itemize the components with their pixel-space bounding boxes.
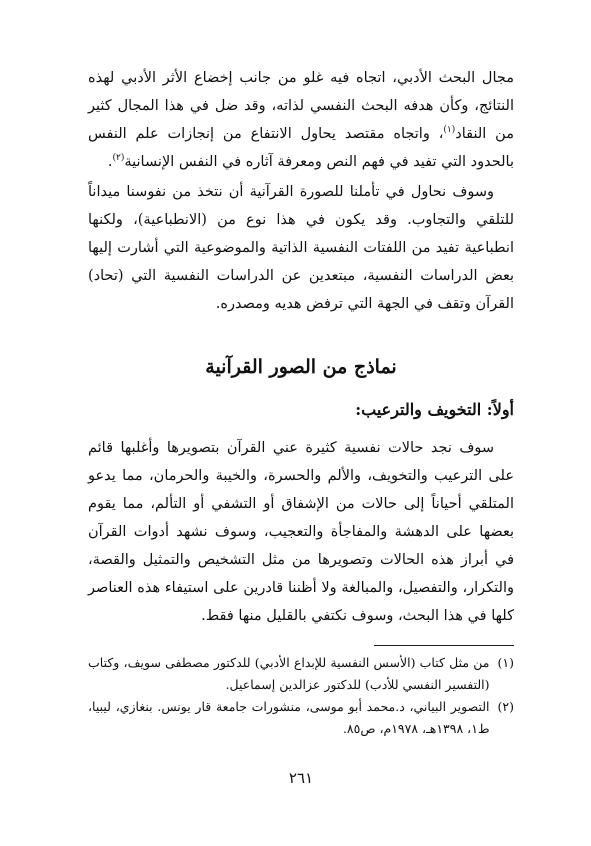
page-number: ٢٦١ xyxy=(288,769,314,787)
paragraph-1-end: . xyxy=(107,154,113,170)
footnote-ref-2[interactable]: (٢) xyxy=(112,153,125,164)
paragraph-3-text: سوف نجد حالات نفسية كثيرة عني القرآن بتصويرها وأغلبها قائم على الترعيب والتخويف، والألم والحسرة، والخيبة والحرمان، مما يدعو المتلقي أحياناً إلى حالات من الإشفاق أو التشفي أو التألم، مما يقوم بعضها على الدهشة والمفاجأة والتعجيب، وسوف نشهد أدوات القرآن في أبراز هذه الحالات وتصويرها من مثل التشخيص والتمثيل والقصة، والتكرار، والتفصيل، والمبالغة ولا أظننا قادرين على استيفاء هذه العناصر كلها في هذا البحث، وسوف نكتفي بالقليل منها فقط. xyxy=(88,440,514,624)
paragraph-1 xyxy=(88,64,514,176)
footnotes xyxy=(88,652,514,740)
footnote-2-number: (٢) xyxy=(497,699,514,714)
footnote-1 xyxy=(88,652,514,696)
footnote-2 xyxy=(88,696,514,740)
paragraph-1-text: مجال البحث الأدبي، اتجاه فيه غلو من جانب إخضاع الأثر الأدبي لهذه النتائج، وكأن هدفه البحث النفسي لذاته، وقد ضل في هذا المجال كثير من النقاد xyxy=(88,70,514,142)
subsection-heading: أولاً: التخويف والترعيب: xyxy=(355,400,514,419)
footnote-1-text: من مثل كتاب (الأسس النفسية للإبداع الأدبي) للدكتور مصطفى سويف، وكتاب (التفسير النفسي للأدب) للدكتور عزالدين إسماعيل. xyxy=(88,655,490,692)
footnote-ref-1[interactable]: (١) xyxy=(443,125,456,136)
paragraph-2-text: وسوف نحاول في تأملنا للصورة القرآنية أن نتخذ من نفوسنا ميداناً للتلقي والتجاوب. وقد يكون في هذا نوع من (الانطباعية)، ولكنها انطباعية تفيد من اللفتات النفسية الذاتية والموضوعية التي أشارت إليها بعض الدراسات النفسية، مبتعدين عن الدراسات النفسية التي (تحاد) القرآن وتقف في الجهة التي ترفض هديه ومصدره. xyxy=(88,184,514,312)
paragraph-2 xyxy=(88,178,514,318)
paragraph-1-text-continued: ، واتجاه مقتصد يحاول الانتفاع من إنجازات علم النفس بالحدود التي تفيد في فهم النص ومعرفة آثاره في النفس الإنسانية xyxy=(88,126,514,170)
section-heading: نماذج من الصور القرآنية xyxy=(205,356,397,378)
footnote-separator xyxy=(374,645,514,646)
paragraph-3 xyxy=(88,434,514,630)
footnote-1-number: (١) xyxy=(497,655,514,670)
footnote-2-text: التصوير البياني، د.محمد أبو موسى، منشورات جامعة قار يونس. بنغازي، ليبيا، ط١، ١٣٩٨هـ، ١٩٧٨م، ص٨٥. xyxy=(88,699,490,736)
